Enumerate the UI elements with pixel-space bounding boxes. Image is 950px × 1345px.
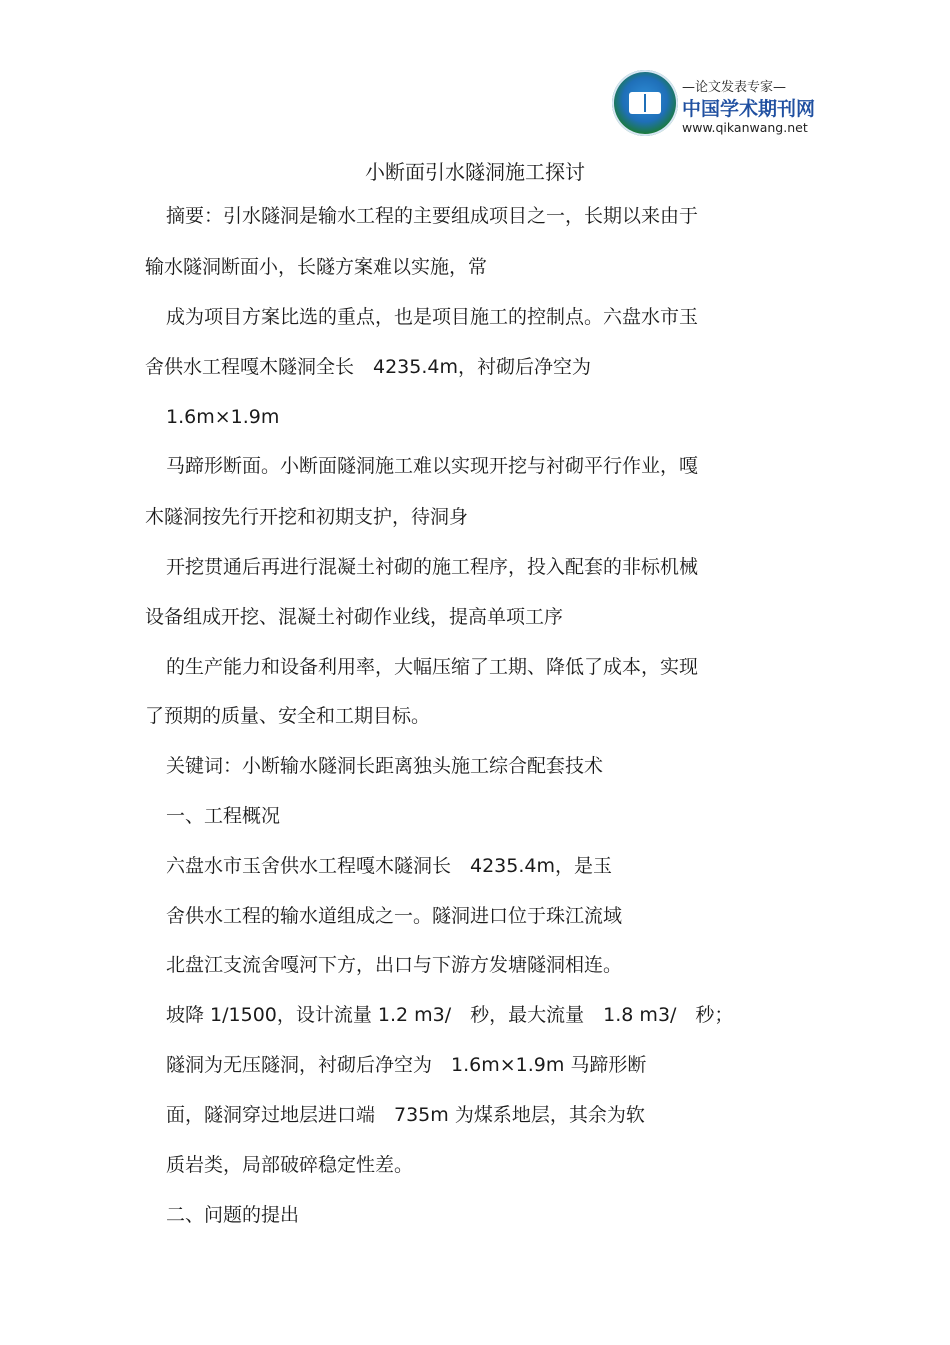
paragraph-line: 六盘水市玉舍供水工程嘎木隧洞长 4235.4m，是玉 bbox=[166, 855, 612, 877]
paragraph-line: 1.6m×1.9m bbox=[166, 406, 280, 428]
paragraph-line: 面，隧洞穿过地层进口端 735m 为煤系地层，其余为软 bbox=[166, 1104, 645, 1126]
paragraph-line: 输水隧洞断面小，长隧方案难以实施，常 bbox=[145, 256, 488, 278]
paragraph-line: 北盘江支流舍嘎河下方，出口与下游方发塘隧洞相连。 bbox=[166, 954, 623, 976]
paragraph-line: 木隧洞按先行开挖和初期支护，待洞身 bbox=[145, 506, 469, 528]
paragraph-line: 舍供水工程的输水道组成之一。隧洞进口位于珠江流域 bbox=[166, 905, 623, 927]
book-icon bbox=[629, 92, 661, 114]
paragraph-line: 质岩类，局部破碎稳定性差。 bbox=[166, 1154, 414, 1176]
logo-emblem-icon bbox=[612, 70, 678, 136]
paragraph-line: 坡降 1/1500，设计流量 1.2 m3/ 秒，最大流量 1.8 m3/ 秒； bbox=[166, 1004, 734, 1026]
paragraph-line: 马蹄形断面。小断面隧洞施工难以实现开挖与衬砌平行作业，嘎 bbox=[166, 455, 699, 477]
keywords-line: 关键词：小断输水隧洞长距离独头施工综合配套技术 bbox=[166, 755, 604, 777]
paragraph-line: 开挖贯通后再进行混凝土衬砌的施工程序，投入配套的非标机械 bbox=[166, 556, 699, 578]
paragraph-line: 的生产能力和设备利用率，大幅压缩了工期、降低了成本，实现 bbox=[166, 656, 699, 678]
section-heading: 二、问题的提出 bbox=[166, 1204, 300, 1226]
paragraph-line: 摘要：引水隧洞是输水工程的主要组成项目之一，长期以来由于 bbox=[166, 205, 699, 227]
logo-url: www.qikanwang.net bbox=[682, 120, 808, 135]
document-title: 小断面引水隧洞施工探讨 bbox=[365, 160, 585, 184]
paragraph-line: 舍供水工程嘎木隧洞全长 4235.4m，衬砌后净空为 bbox=[145, 356, 591, 378]
paragraph-line: 成为项目方案比选的重点，也是项目施工的控制点。六盘水市玉 bbox=[166, 306, 699, 328]
paragraph-line: 设备组成开挖、混凝土衬砌作业线，提高单项工序 bbox=[145, 606, 564, 628]
paragraph-line: 了预期的质量、安全和工期目标。 bbox=[145, 705, 431, 727]
journal-logo bbox=[612, 70, 816, 142]
logo-slogan: —论文发表专家— bbox=[682, 80, 787, 95]
paragraph-line: 隧洞为无压隧洞，衬砌后净空为 1.6m×1.9m 马蹄形断 bbox=[166, 1054, 647, 1076]
section-heading: 一、工程概况 bbox=[166, 805, 281, 827]
logo-name: 中国学术期刊网 bbox=[682, 98, 816, 120]
